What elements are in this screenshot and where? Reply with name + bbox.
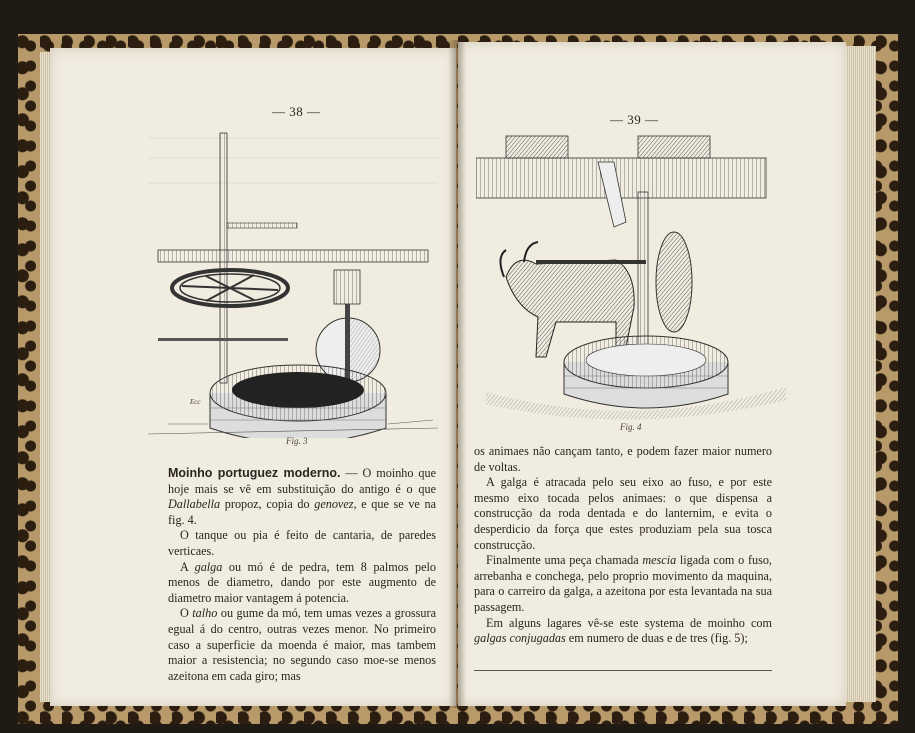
figure-3-engraving [148, 128, 438, 438]
paragraph: O talho ou gume da mó, tem umas vezes a grossura egual á do centro, outras vezes menor. No primeiro caso a superficie da moenda é maior, mas tambem maior a resistencia; no segundo caso moe-se menos azeitona em cada giro; mas [168, 606, 436, 683]
page-number-left: — 38 — [272, 104, 321, 119]
figure-4-caption: Fig. 4 [620, 422, 642, 432]
right-page-edges [846, 46, 876, 702]
paragraph: os animaes não cançam tanto, e podem fazer maior numero de voltas. [474, 444, 772, 474]
figure-4-engraving [476, 132, 796, 432]
page-number-right: — 39 — [610, 112, 659, 127]
engraver-signature: Ecc [190, 398, 201, 406]
footer-rule [474, 670, 772, 671]
paragraph: A galga é atracada pelo seu eixo ao fuso, e por este mesmo eixo tocada pelos animaes: o que dispensa a construcção da roda dentada e do lanternim, e evita o desperdicio da força que estes produziam pela sua tosca construcção. [474, 475, 772, 552]
section-heading: Moinho portuguez moderno. [168, 466, 341, 480]
right-page [458, 42, 846, 706]
paragraph: Em alguns lagares vê-se este systema de moinho com galgas conjugadas em numero de duas e de tres (fig. 5); [474, 615, 772, 646]
figure-3-caption: Fig. 3 [286, 436, 308, 446]
left-body-text [168, 466, 436, 684]
left-page [50, 48, 456, 706]
paragraph: Moinho portuguez moderno. — O moinho que hoje mais se vê em substituição do antigo é o que Dallabella propoz, copia do genovez, e que se ve na fig. 4. [168, 466, 436, 527]
paragraph: Finalmente uma peça chamada mescia ligada com o fuso, arrebanha e conchega, pelo proprio movimento da maquina, para o carreiro da galga, a azeitona por esta levantada na sua passagem. [474, 553, 772, 614]
book-gutter [448, 40, 466, 708]
right-body-text [474, 444, 772, 647]
paragraph: A galga ou mó é de pedra, tem 8 palmos pelo menos de diametro, dando por este augmento de diametro maior vantagem á potencia. [168, 559, 436, 605]
paragraph: O tanque ou pia é feito de cantaria, de paredes verticaes. [168, 528, 436, 558]
